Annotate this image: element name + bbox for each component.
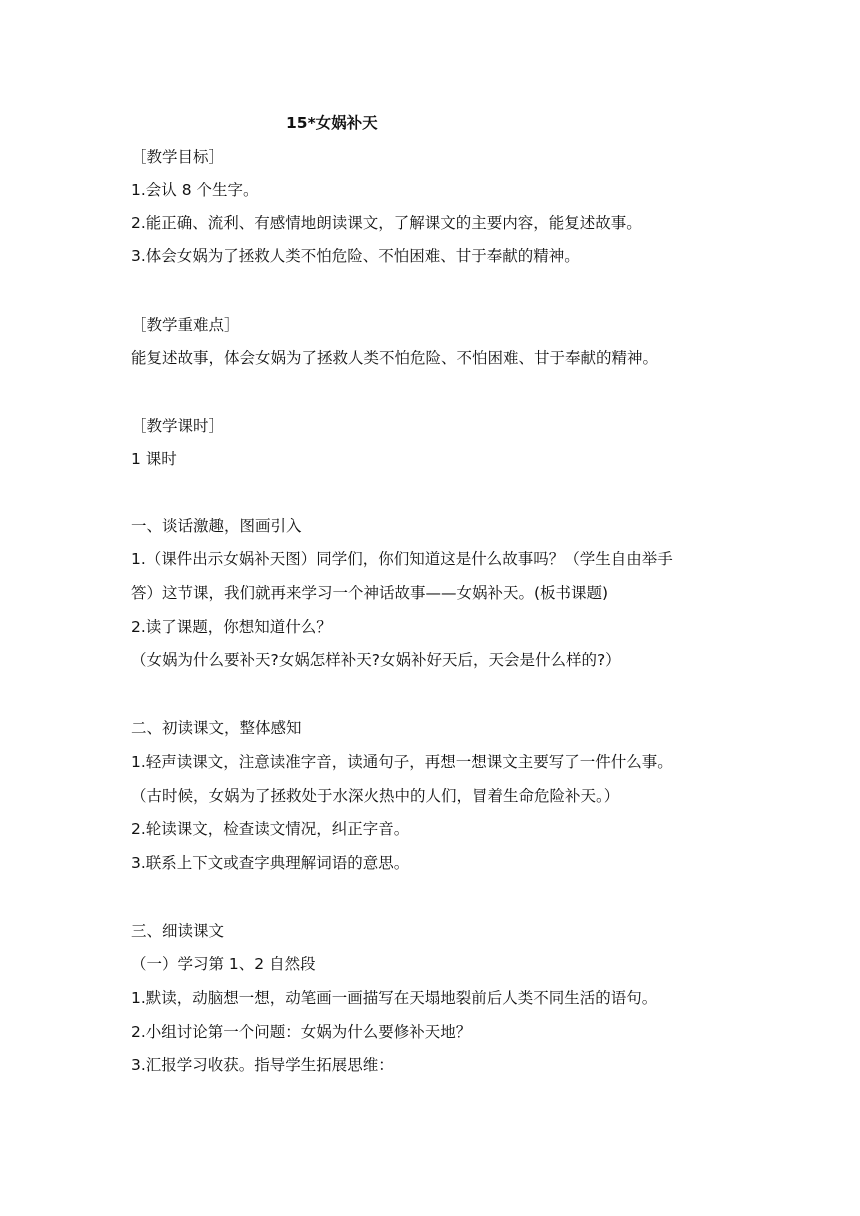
keypoints-text: 能复述故事，体会女娲为了拯救人类不怕危险、不怕困难、甘于奉献的精神。 (131, 349, 659, 367)
section-2-item-1: 1.轻声读课文，注意读准字音，读通句子，再想一想课文主要写了一件什么事。 (131, 753, 673, 771)
section-2-heading: 二、初读课文，整体感知 (131, 719, 302, 737)
section-1-item-2-answer: （女娲为什么要补天?女娲怎样补天?女娲补好天后，天会是什么样的?） (131, 651, 621, 669)
section-2-item-3: 3.联系上下文或查字典理解词语的意思。 (131, 854, 410, 872)
keypoints-heading: ［教学重难点］ (131, 316, 240, 334)
section-3-heading: 三、细读课文 (131, 922, 225, 940)
section-3-subheading-1: （一）学习第 1、2 自然段 (131, 955, 316, 973)
objective-1: 1.会认 8 个生字。 (131, 181, 259, 199)
hours-heading: ［教学课时］ (131, 417, 225, 435)
section-1-item-2: 2.读了课题，你想知道什么？ (131, 618, 332, 636)
section-1-item-1-line-1: 1.（课件出示女娲补天图）同学们，你们知道这是什么故事吗？（学生自由举手 (131, 550, 673, 568)
objectives-heading: ［教学目标］ (131, 148, 225, 166)
objective-3: 3.体会女娲为了拯救人类不怕危险、不怕困难、甘于奉献的精神。 (131, 247, 580, 265)
section-2-item-2: 2.轮读课文，检查读文情况，纠正字音。 (131, 820, 410, 838)
section-1-heading: 一、谈话激趣，图画引入 (131, 517, 302, 535)
section-2-item-1-answer: （古时候，女娲为了拯救处于水深火热中的人们，冒着生命危险补天。） (131, 787, 620, 805)
hours-text: 1 课时 (131, 450, 177, 468)
document-title: 15*女娲补天 (286, 114, 378, 132)
section-3-item-3: 3.汇报学习收获。指导学生拓展思维： (131, 1056, 394, 1074)
section-1-item-1-line-2: 答）这节课，我们就再来学习一个神话故事——女娲补天。(板书课题) (131, 584, 609, 602)
section-3-item-2: 2.小组讨论第一个问题：女娲为什么要修补天地？ (131, 1023, 472, 1041)
section-3-item-1: 1.默读，动脑想一想，动笔画一画描写在天塌地裂前后人类不同生活的语句。 (131, 989, 658, 1007)
objective-2: 2.能正确、流利、有感情地朗读课文，了解课文的主要内容，能复述故事。 (131, 214, 642, 232)
